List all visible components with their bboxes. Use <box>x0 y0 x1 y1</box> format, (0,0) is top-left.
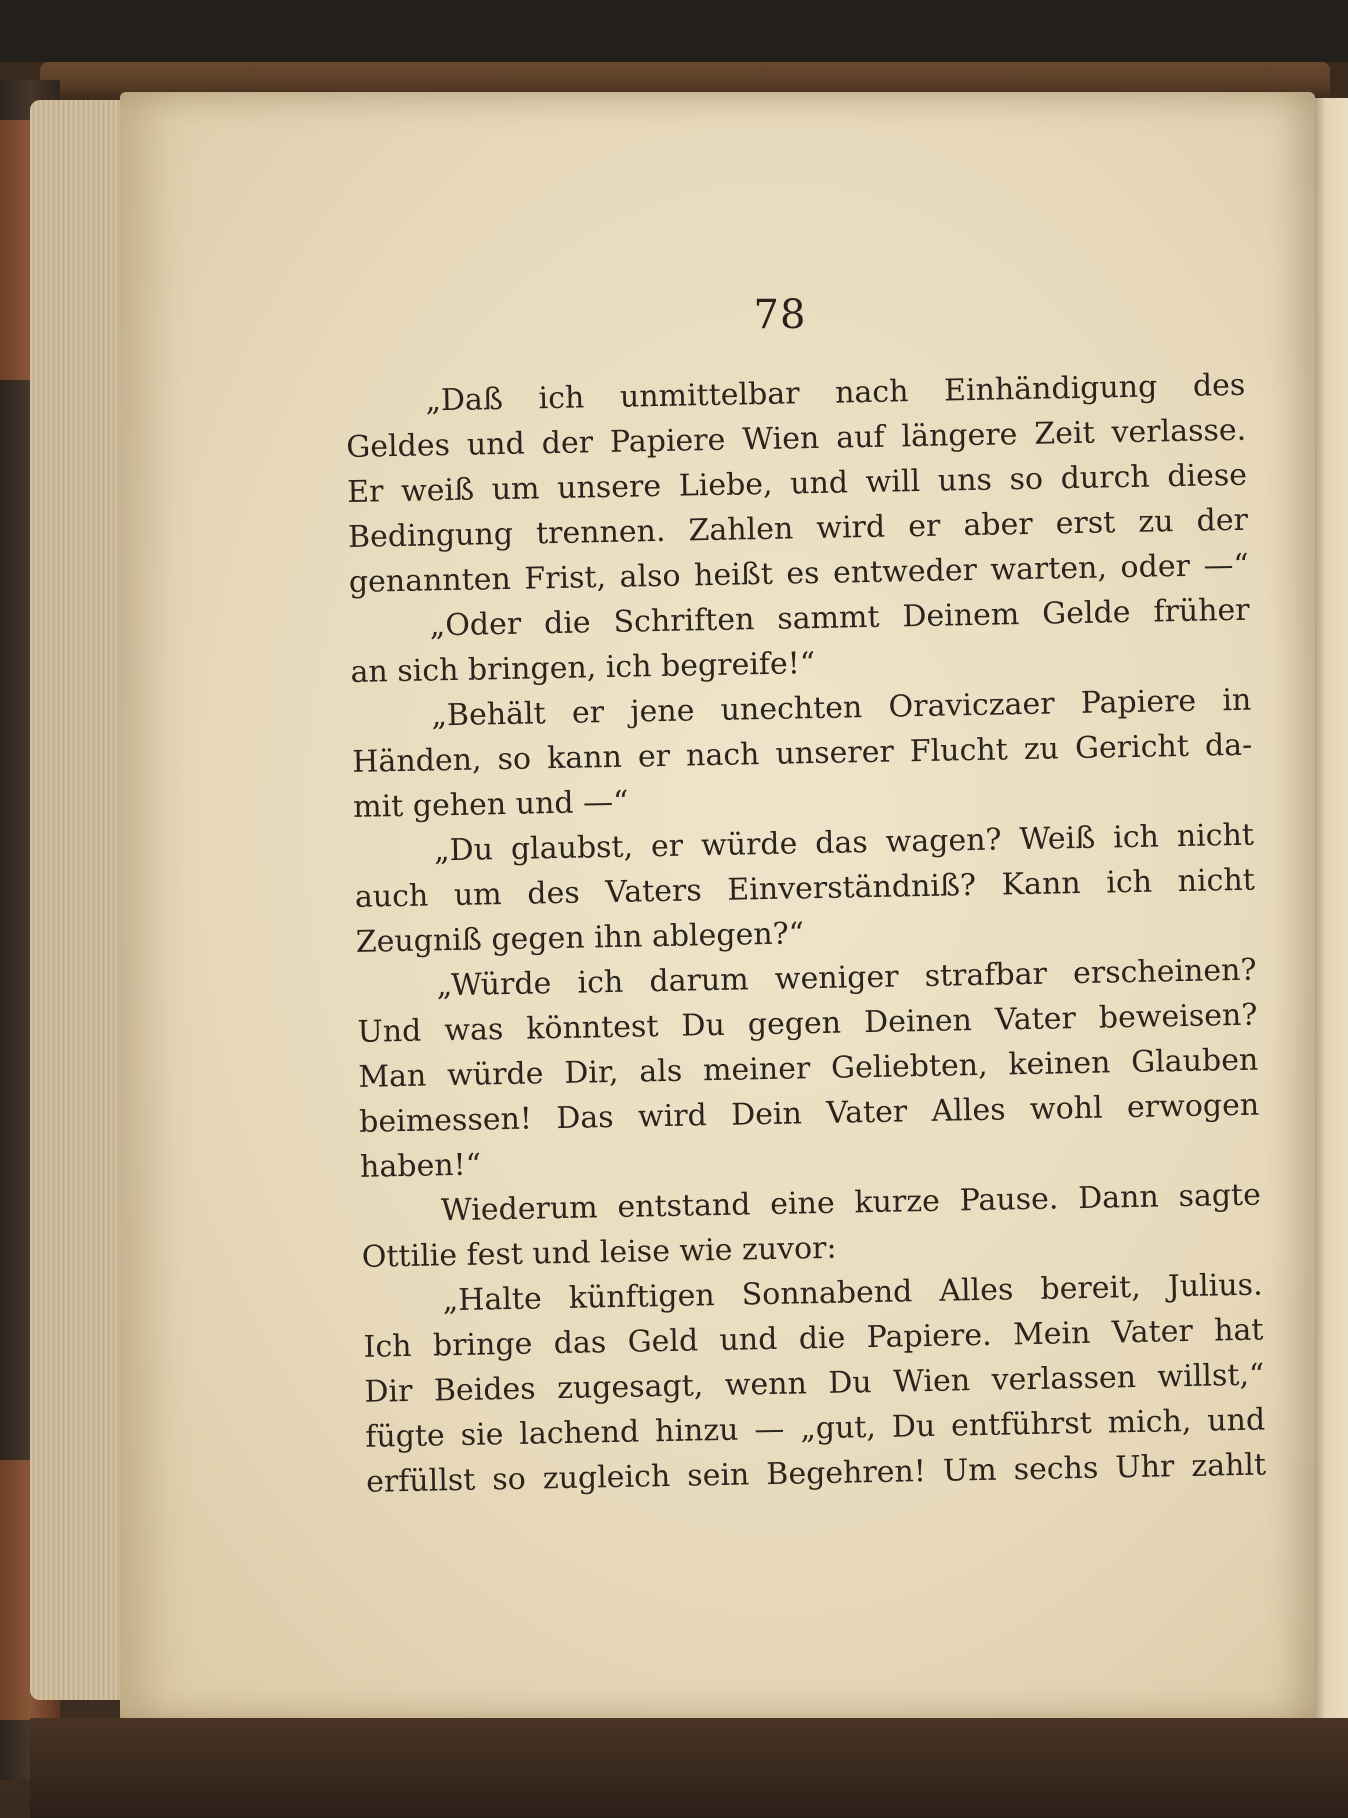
text-line: haben!“ <box>359 1147 482 1185</box>
text-line: Er weiß um unsere Liebe, und will uns so durch diese <box>346 457 1248 510</box>
text-line: Und was könntest Du gegen Deinen Vater beweisen? <box>357 997 1258 1050</box>
text-line: „Behält er jene unechten Oraviczaer Papiere in <box>431 682 1252 734</box>
text-line: Bedingung trennen. Zahlen wird er aber erst zu der <box>347 502 1249 555</box>
text-line: Man würde Dir, als meiner Geliebten, keinen Glauben <box>358 1042 1259 1095</box>
text-line: Wiederum entstand eine kurze Pause. Dann sagte <box>440 1177 1262 1229</box>
text-line: genannten Frist, also heißt es entweder warten, oder —“ <box>348 547 1250 600</box>
text-line: Ottilie fest und leise wie zuvor: <box>361 1230 837 1275</box>
page-number: 78 <box>753 292 807 338</box>
body-text <box>345 363 1266 1505</box>
text-line: Ich bringe das Geld und die Papiere. Mein Vater hat <box>363 1312 1264 1365</box>
cover-bottom-edge <box>30 1718 1348 1818</box>
text-line: beimessen! Das wird Dein Vater Alles wohl erwogen <box>358 1087 1260 1140</box>
text-line: „Oder die Schriften sammt Deinem Gelde früher <box>429 592 1250 644</box>
text-line: „Du glaubst, er würde das wagen? Weiß ich nicht <box>433 817 1255 869</box>
text-line: Dir Beides zugesagt, wenn Du Wien verlassen willst,“ <box>364 1357 1265 1410</box>
text-line: Geldes und der Papiere Wien auf längere Zeit verlasse. <box>345 412 1247 465</box>
text-line: Zeugniß gegen ihn ablegen?“ <box>355 916 805 960</box>
text-line: mit gehen und —“ <box>352 784 629 825</box>
facing-page-edge <box>1310 98 1348 1718</box>
text-line: „Würde ich darum weniger strafbar erscheinen? <box>436 952 1257 1004</box>
text-line: „Daß ich unmittelbar nach Einhändigung des <box>425 367 1246 419</box>
text-line: fügte sie lachend hinzu — „gut, Du entführst mich, und <box>364 1402 1266 1455</box>
text-line: „Halte künftigen Sonnabend Alles bereit, Julius. <box>442 1267 1263 1319</box>
background-top <box>0 0 1348 70</box>
text-line: an sich bringen, ich begreife!“ <box>350 646 816 690</box>
text-line: erfüllst so zugleich sein Begehren! Um sechs Uhr zahlt <box>365 1447 1267 1500</box>
text-line: auch um des Vaters Einverständniß? Kann ich nicht <box>354 862 1256 915</box>
text-line: Händen, so kann er nach unserer Flucht zu Gericht da- <box>352 727 1253 780</box>
